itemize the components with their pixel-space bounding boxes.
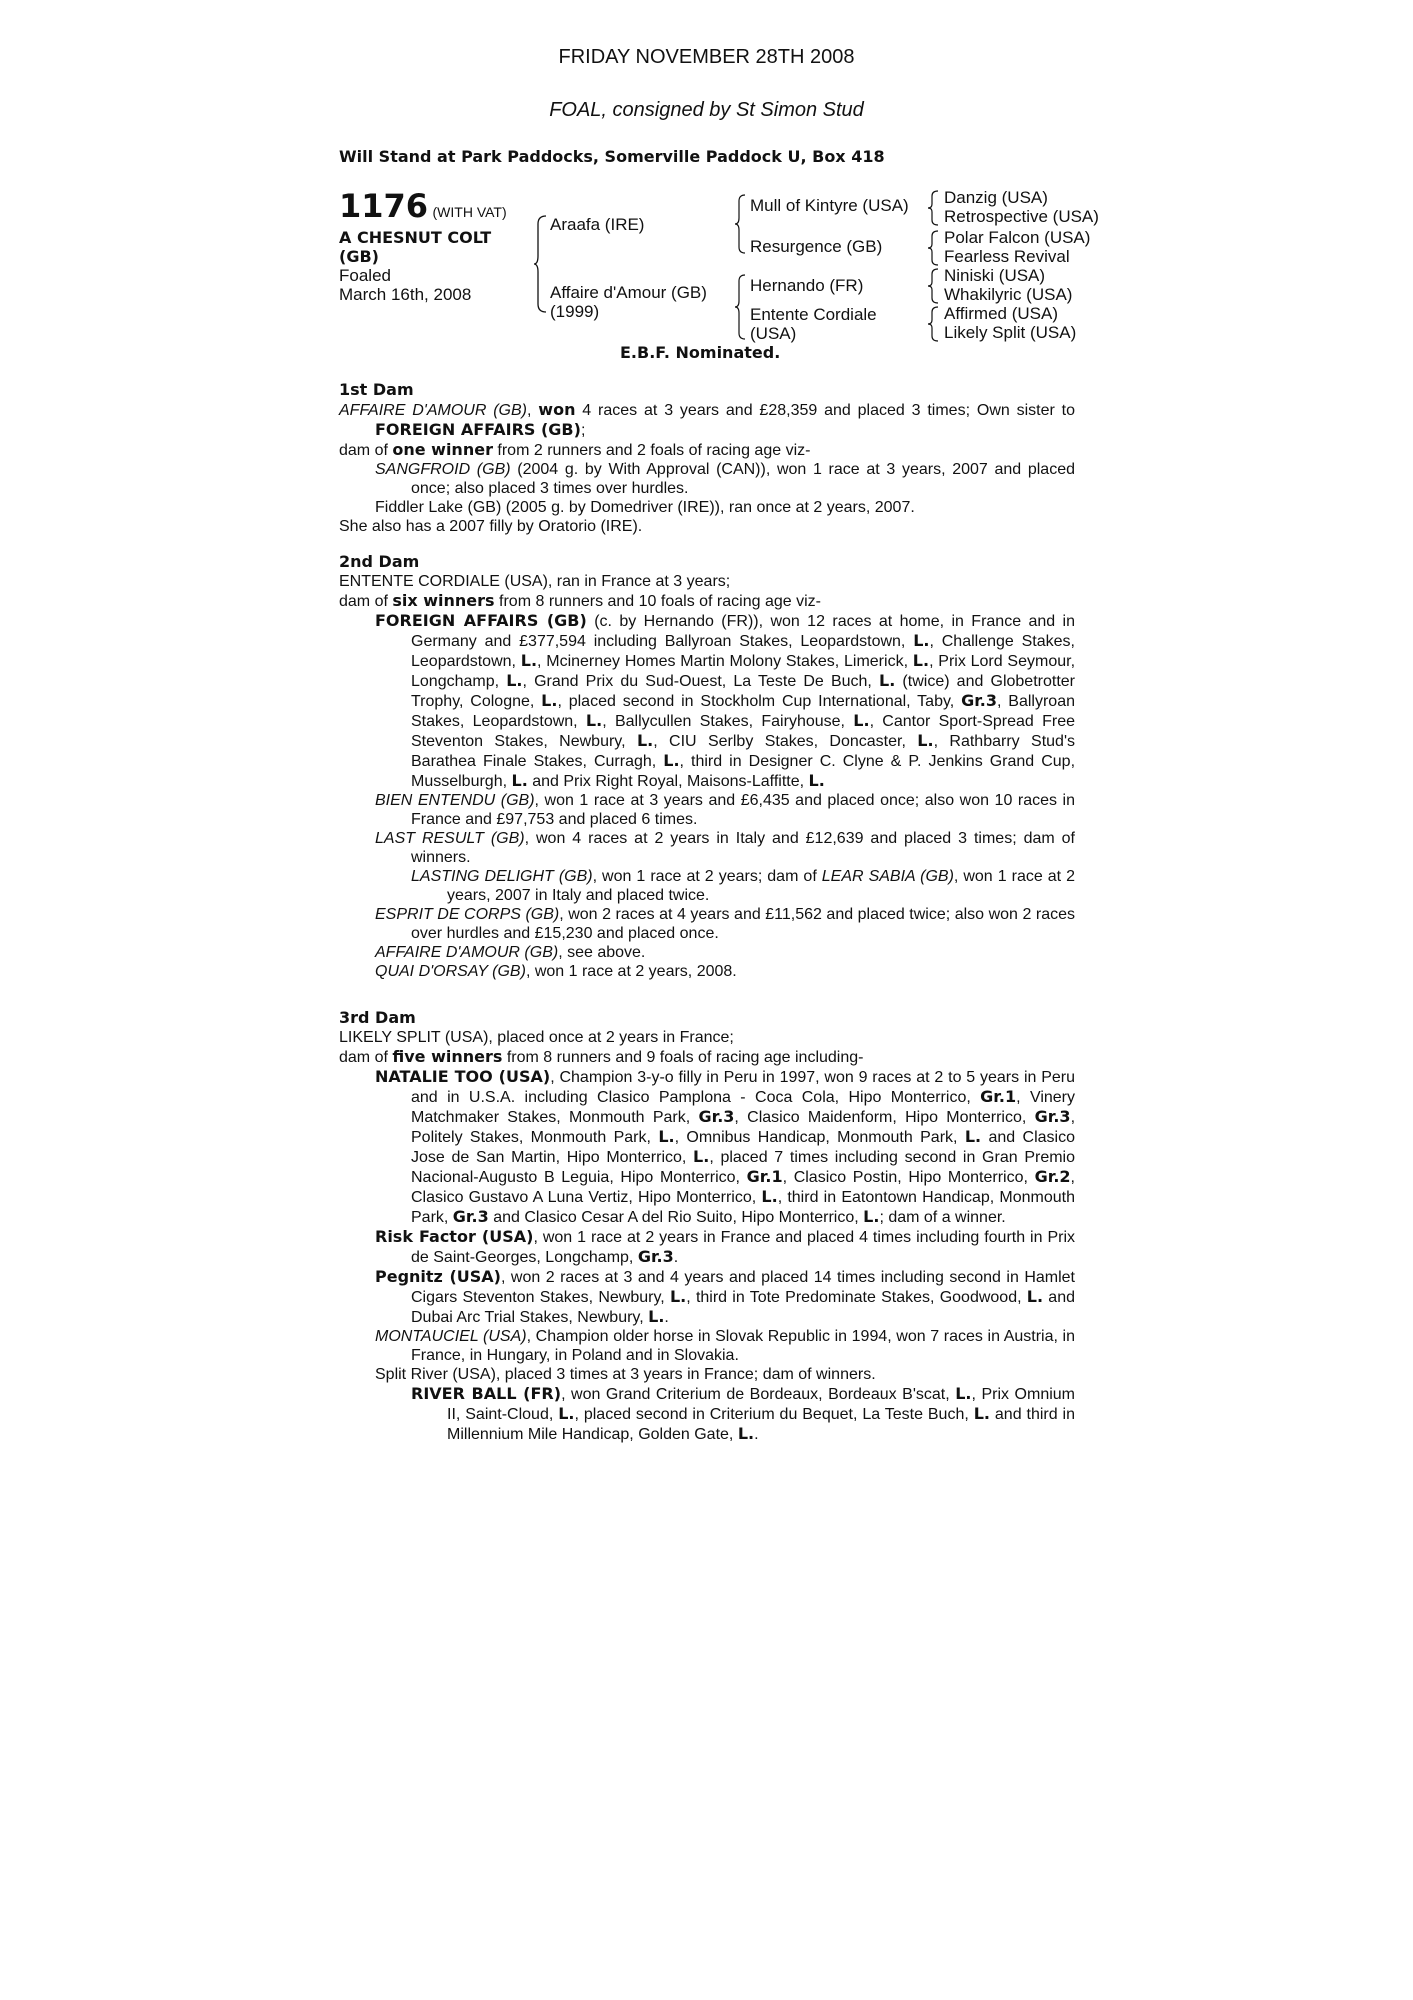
text: , Champion 3-y-o filly in Peru in 1997, won 9 races at 2 to 5 years in Peru and in U.S.A. including Clasico Pamplona - Coca Cola, Hipo Monterrico, [411,1069,1076,1106]
group1-mark: Gr.1 [980,1087,1017,1106]
text: , placed second in Stockholm Cup International, Taby, [557,693,962,710]
text: , Prix Omnium II, Saint-Cloud, [447,1386,1075,1423]
gg-bracket-2 [928,229,940,267]
produce-montauciel [339,1327,1075,1365]
sire-line-bracket [735,193,747,255]
foaled-label: Foaled [339,266,391,285]
winner-count: one winner [392,440,493,459]
text: , won Grand Criterium de Bordeaux, Bordeaux B'scat, [561,1386,956,1403]
text: , [527,402,539,419]
text: 4 races at 3 years and £28,359 and placed 3 times; Own sister to [575,402,1076,419]
horse-name: ESPRIT DE CORPS (GB) [375,906,560,923]
third-dam-produce-summary [339,1047,1075,1067]
first-dam-paragraph [339,400,1075,440]
listed-mark: L. [761,1187,778,1206]
listed-mark: L. [808,771,825,790]
produce-foreign-affairs [339,611,1075,791]
second-dam-description: ENTENTE CORDIALE (USA), ran in France at 3 years; [339,573,731,590]
winner-count: five winners [392,1047,503,1066]
horse-name: NATALIE TOO (USA) [375,1067,551,1086]
sibling-name: FOREIGN AFFAIRS (GB) [375,420,581,439]
produce-natalie-too [339,1067,1075,1227]
horse-name: FOREIGN AFFAIRS (GB) [375,611,587,630]
listed-mark: L. [973,1404,990,1423]
horse-name: LEAR SABIA (GB) [821,868,954,885]
lot-description-line1: A CHESNUT COLT [339,228,492,247]
third-dam-description: LIKELY SPLIT (USA), placed once at 2 years in France; [339,1029,734,1046]
pedigree-dam-dam-name: Entente Cordiale [750,305,877,324]
text: , CIU Serlby Stakes, Doncaster, [653,733,918,750]
text: , won 1 race at 2 years; dam of [592,868,822,885]
horse-name: SANGFROID (GB) [375,461,511,478]
pedigree-gg-4: Fearless Revival [944,247,1070,266]
sale-date-heading: FRIDAY NOVEMBER 28TH 2008 [558,46,855,68]
pedigree-dam-dam-country: (USA) [750,324,797,343]
listed-mark: L. [955,1384,972,1403]
text: and Clasico Jose de San Martin, Hipo Monterrico, [411,1129,1075,1166]
text: (2004 g. by With Approval (CAN)), won 1 race at 3 years, 2007 and placed once; also placed 3 times over hurdles. [411,461,1075,497]
listed-mark: L. [663,751,680,770]
text: , won 1 race at 2 years, 2007 in Italy and placed twice. [447,868,1075,904]
text: , placed 7 times including second in Gran Premio Nacional-Augusto B Leguia, Hipo Monterrico, [411,1149,1076,1186]
text: , won 1 race at 3 years and £6,435 and placed once; also won 10 races in France and £97,753 and placed 6 times. [411,792,1075,828]
listed-mark: L. [693,1147,710,1166]
foaled-info [339,266,471,304]
listed-mark: L. [658,1127,675,1146]
text: dam of [339,593,393,610]
third-dam-heading: 3rd Dam [339,1008,416,1027]
text: (twice) and Globetrotter Trophy, Cologne, [411,673,1075,710]
text: , Challenge Stakes, Leopardstown, [411,633,1075,670]
produce-river-ball [339,1384,1075,1444]
listed-mark: L. [506,671,523,690]
won-emphasis: won [538,400,576,419]
produce-sangfroid [339,460,1075,498]
text: , Clasico Postin, Hipo Monterrico, [782,1169,1035,1186]
text: , won 1 race at 2 years in France and placed 4 times including fourth in Prix de Saint-Georges, Longchamp, [411,1229,1076,1266]
first-dam-produce-summary [339,440,1075,460]
third-dam-section [339,1008,1075,1444]
group3-mark: Gr.3 [1034,1107,1071,1126]
pedigree-gg-3: Polar Falcon (USA) [944,228,1091,247]
pedigree-gg-5: Niniski (USA) [944,266,1046,285]
pedigree-gg-8: Likely Split (USA) [944,323,1077,342]
text: , see above. [558,944,646,961]
text: from 2 runners and 2 foals of racing age viz- [492,442,811,459]
group3-mark: Gr.3 [961,691,998,710]
horse-name: AFFAIRE D'AMOUR (GB) [375,944,559,961]
text: ; [580,422,586,439]
horse-name: MONTAUCIEL (USA) [375,1328,527,1345]
group1-mark: Gr.1 [746,1167,783,1186]
first-dam-footnote: She also has a 2007 filly by Oratorio (IRE). [339,518,643,535]
listed-mark: L. [964,1127,982,1146]
gg-bracket-3 [928,267,940,305]
pedigree-gg-7: Affirmed (USA) [944,304,1058,323]
produce-bien-entendu [339,791,1075,829]
text: , won 2 races at 4 years and £11,562 and placed twice; also won 2 races over hurdles and £15,230 and placed once. [411,906,1075,942]
text: and Clasico Cesar A del Rio Suito, Hipo Monterrico, [488,1209,864,1226]
text: , won 2 races at 3 and 4 years and placed 14 times including second in Hamlet Cigars Steventon Stakes, Newbury, [411,1269,1075,1306]
lot-description [339,228,491,266]
text: , Cantor Sport-Spread Free Steventon Stakes, Newbury, [411,713,1075,750]
text: , third in Designer C. Clyne & P. Jenkins Grand Cup, Musselburgh, [411,753,1076,790]
lot-description-line2: (GB) [339,247,379,266]
text: from 8 runners and 10 foals of racing age viz- [494,593,821,610]
pedigree-sire-dam: Resurgence (GB) [750,237,883,256]
listed-mark: L. [558,1404,575,1423]
text: , placed second in Criterium du Bequet, La Teste Buch, [574,1406,974,1423]
listed-mark: L. [511,771,528,790]
first-dam-heading: 1st Dam [339,380,414,399]
produce-affaire-damour [339,943,1075,962]
produce-esprit-de-corps [339,905,1075,943]
text: , Politely Stakes, Monmouth Park, [411,1109,1076,1146]
text: , Ballyroan Stakes, Leopardstown, [411,693,1075,730]
listed-mark: L. [648,1307,665,1326]
group3-mark: Gr.3 [698,1107,735,1126]
produce-pegnitz [339,1267,1075,1327]
text: , Vinery Matchmaker Stakes, Monmouth Park, [411,1089,1076,1126]
second-dam-section [339,552,1075,981]
text: and Dubai Arc Trial Stakes, Newbury, [411,1289,1076,1326]
pedigree-dam [550,283,707,321]
foaled-date: March 16th, 2008 [339,285,472,304]
listed-mark: L. [879,671,896,690]
listed-mark: L. [737,1424,755,1443]
listed-mark: L. [863,1207,880,1226]
ebf-nomination: E.B.F. Nominated. [620,343,781,362]
listed-mark: L. [669,1287,687,1306]
pedigree-gg-2: Retrospective (USA) [944,207,1099,226]
text: and third in Millennium Mile Handicap, Golden Gate, [447,1406,1075,1443]
produce-split-river: Split River (USA), placed 3 times at 3 years in France; dam of winners. [375,1366,876,1383]
text: , third in Tote Predominate Stakes, Goodwood, [686,1289,1027,1306]
consignment-heading: FOAL, consigned by St Simon Stud [549,99,864,121]
produce-last-result [339,829,1075,867]
text: , won 1 race at 2 years, 2008. [525,963,737,980]
pedigree-dam-name: Affaire d'Amour (GB) [550,283,707,302]
text: . [673,1249,679,1266]
pedigree-dam-year: (1999) [550,302,600,321]
vat-note: (WITH VAT) [432,204,507,220]
produce-risk-factor [339,1227,1075,1267]
listed-mark: L. [853,711,870,730]
horse-name: BIEN ENTENDU (GB) [375,792,535,809]
pedigree-main-bracket [534,214,548,314]
pedigree-sire: Araafa (IRE) [550,215,645,234]
pedigree-gg-1: Danzig (USA) [944,188,1048,207]
text: dam of [339,1049,393,1066]
listed-mark: L. [585,711,603,730]
stand-location: Will Stand at Park Paddocks, Somerville Paddock U, Box 418 [339,147,885,166]
text: ; dam of a winner. [879,1209,1006,1226]
text: , Mcinerney Homes Martin Molony Stakes, Limerick, [537,653,913,670]
listed-mark: L. [636,731,654,750]
produce-quai-dorsay [339,962,1075,981]
pedigree-dam-dam [750,305,877,343]
text: , Omnibus Handicap, Monmouth Park, [674,1129,965,1146]
produce-fiddler-lake: Fiddler Lake (GB) (2005 g. by Domedriver (IRE)), ran once at 2 years, 2007. [375,499,915,516]
text: , Ballycullen Stakes, Fairyhouse, [602,713,854,730]
text: . [664,1309,669,1326]
text: , third in Eatontown Handicap, Monmouth Park, [411,1189,1076,1226]
gg-bracket-1 [928,189,940,227]
horse-name: Risk Factor (USA) [375,1227,534,1246]
horse-name: Pegnitz (USA) [375,1267,501,1286]
first-dam-section [339,380,1075,536]
group3-mark: Gr.3 [452,1207,489,1226]
pedigree-dam-sire: Hernando (FR) [750,276,864,295]
text: from 8 runners and 9 foals of racing age including- [502,1049,864,1066]
listed-mark: L. [913,631,930,650]
horse-name: LASTING DELIGHT (GB) [411,868,593,885]
second-dam-produce-summary [339,591,1075,611]
lot-number-line [339,187,507,225]
listed-mark: L. [917,731,934,750]
text: (c. by Hernando (FR)), won 12 races at home, in France and in Germany and £377,594 including Ballyroan Stakes, Leopardstown, [411,613,1076,650]
text: , Grand Prix du Sud-Ouest, La Teste De Buch, [522,673,880,690]
pedigree-sire-sire: Mull of Kintyre (USA) [750,196,909,215]
lot-number: 1176 [339,187,429,225]
group3-mark: Gr.3 [637,1247,674,1266]
gg-bracket-4 [928,305,940,343]
listed-mark: L. [912,651,930,670]
listed-mark: L. [520,651,538,670]
text: dam of [339,442,393,459]
text: , Rathbarry Stud's Barathea Finale Stakes, Curragh, [411,733,1075,770]
text: and Prix Right Royal, Maisons-Laffitte, [527,773,809,790]
horse-name: RIVER BALL (FR) [411,1384,562,1403]
listed-mark: L. [1026,1287,1044,1306]
text: , won 4 races at 2 years in Italy and £12,639 and placed 3 times; dam of winners. [411,830,1075,866]
text: . [754,1426,759,1443]
text: , Prix Lord Seymour, Longchamp, [411,653,1076,690]
group2-mark: Gr.2 [1034,1167,1071,1186]
listed-mark: L. [541,691,558,710]
winner-count: six winners [392,591,495,610]
produce-lasting-delight [339,867,1075,905]
dam-line-bracket [735,273,747,341]
text: , Clasico Maidenform, Hipo Monterrico, [734,1109,1035,1126]
pedigree-gg-6: Whakilyric (USA) [944,285,1073,304]
text: , Clasico Gustavo A Luna Vertiz, Hipo Monterrico, [411,1169,1075,1206]
horse-name: LAST RESULT (GB) [375,830,525,847]
second-dam-heading: 2nd Dam [339,552,420,571]
horse-name: QUAI D'ORSAY (GB) [375,963,526,980]
text: , Champion older horse in Slovak Republic in 1994, won 7 races in Austria, in France, in Hungary, in Poland and in Slovakia. [411,1328,1076,1364]
dam-name: AFFAIRE D'AMOUR (GB) [339,402,527,419]
